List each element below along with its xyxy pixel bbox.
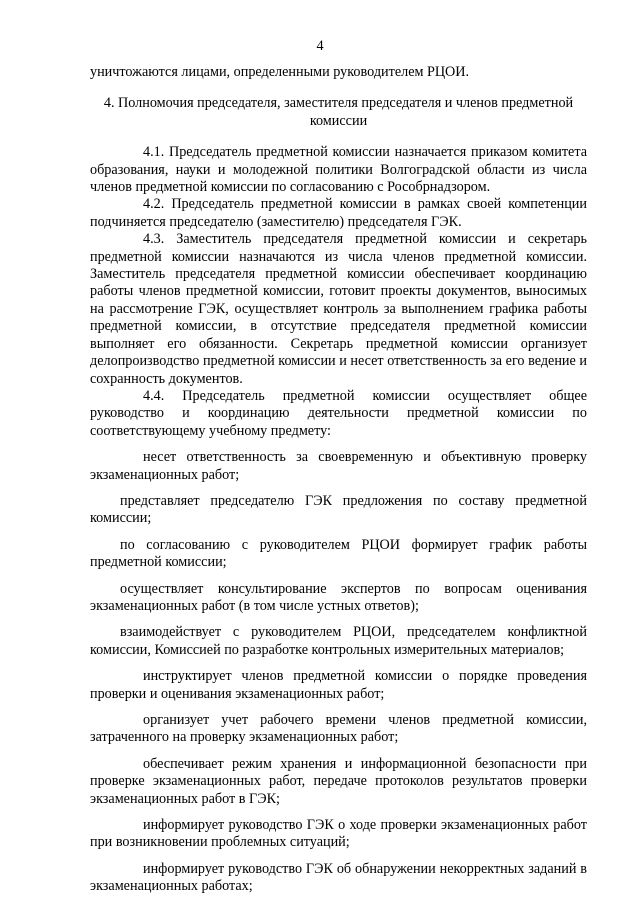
list-item: по согласованию с руководителем РЦОИ формирует график работы предметной комиссии; (90, 536, 587, 571)
paragraph-4-3: 4.3. Заместитель председателя предметной комиссии и секретарь предметной комиссии назначаются из числа членов предметной комиссии. Заместитель председателя предметной комиссии обеспечивает координацию работы членов предметной комиссии, готовит проекты документов, выносимых на рассмотрение ГЭК, осуществляет контроль за выполнением графика работы предметной комиссии, в отсутствие председателя предметной комиссии выполняет его обязанности. Секретарь предметной комиссии организует делопроизводство предметной комиссии и несет ответственность за его ведение и сохранность документов. (90, 231, 587, 387)
list-item: информирует руководство ГЭК о ходе проверки экзаменационных работ при возникновении проблемных ситуаций; (90, 817, 587, 851)
paragraph-4-1: 4.1. Председатель предметной комиссии назначается приказом комитета образования, науки и молодежной политики Волгоградской области из числа членов предметной комиссии по согласованию с Рособрнадзором. (90, 144, 587, 196)
list-item: несет ответственность за своевременную и объективную проверку экзаменационных работ; (90, 449, 587, 483)
page-number: 4 (316, 38, 324, 54)
intro-line: уничтожаются лицами, определенными руководителем РЦОИ. (90, 64, 470, 80)
paragraph-4-2: 4.2. Председатель предметной комиссии в рамках своей компетенции подчиняется председателю (заместителю) председателя ГЭК. (90, 196, 587, 230)
list-item: обеспечивает режим хранения и информационной безопасности при проверке экзаменационных работ, передаче протоколов результатов проверки экзаменационных работ в ГЭК; (90, 755, 587, 807)
list-item: инструктирует членов предметной комиссии о порядке проведения проверки и оценивания экзаменационных работ; (90, 668, 587, 702)
list-item: организует учет рабочего времени членов предметной комиссии, затраченного на проверку экзаменационных работ; (90, 712, 587, 746)
list-item: взаимодействует с руководителем РЦОИ, председателем конфликтной комиссии, Комиссией по разработке контрольных измерительных материалов; (90, 624, 587, 658)
list-item: информирует руководство ГЭК об обнаружении некорректных заданий в экзаменационных работах; (90, 860, 587, 895)
section-heading: 4. Полномочия председателя, заместителя председателя и членов предметной комиссии (103, 95, 574, 129)
list-item: осуществляет консультирование экспертов по вопросам оценивания экзаменационных работ (в том числе устных ответов); (90, 580, 587, 614)
paragraph-4-4: 4.4. Председатель предметной комиссии осуществляет общее руководство и координацию деятельности предметной комиссии по соответствующему учебному предмету: (90, 387, 587, 439)
document-body (90, 64, 587, 896)
list-item: представляет председателю ГЭК предложения по составу предметной комиссии; (90, 492, 587, 527)
